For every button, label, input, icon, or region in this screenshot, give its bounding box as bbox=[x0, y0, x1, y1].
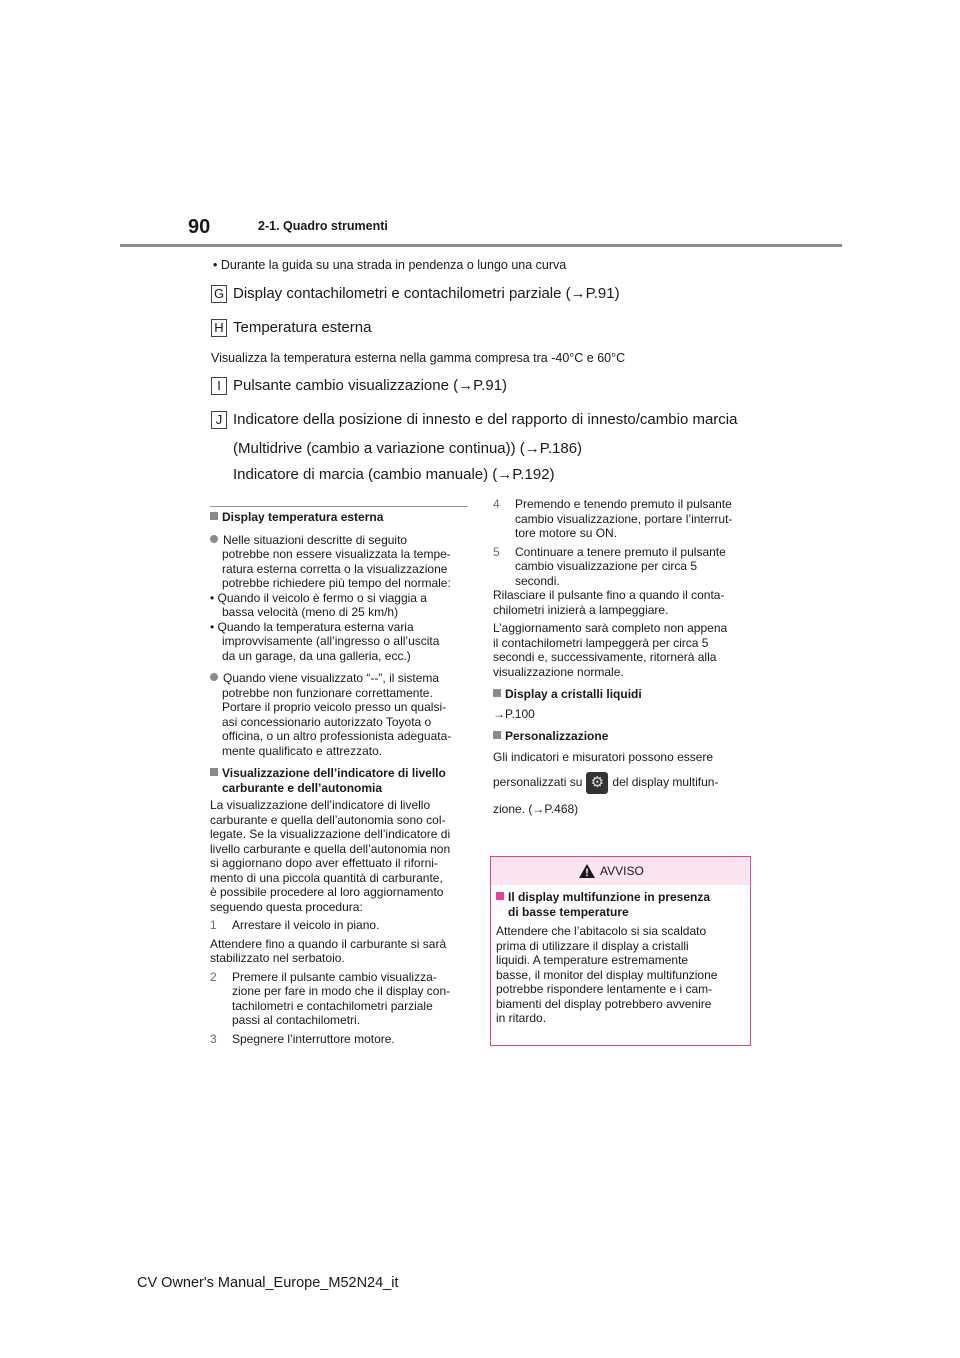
text-line: basse, il monitor del display multifunzione bbox=[496, 967, 718, 982]
text-line: Attendere fino a quando il carburante si sarà bbox=[210, 936, 447, 951]
step-3: 3 Spegnere l’interruttore motore. bbox=[210, 1031, 395, 1046]
text-line: in ritardo. bbox=[496, 1011, 547, 1025]
sub-bullet: • Quando la temperatura esterna varia bbox=[210, 619, 414, 634]
text-line: da un garage, da una galleria, ecc.) bbox=[222, 648, 411, 663]
letter-g: G bbox=[211, 285, 227, 303]
text-line: è possibile procedere al loro aggiornamento bbox=[210, 885, 444, 899]
text-line: secondi. bbox=[515, 573, 560, 588]
text-line: Gli indicatori e misuratori possono essere bbox=[493, 749, 714, 764]
text-line: visualizzazione normale. bbox=[493, 664, 624, 679]
ref-link-p468[interactable]: zione. (→P.468) bbox=[493, 802, 579, 816]
page-number: 90 bbox=[188, 216, 211, 238]
temp-desc: Visualizza la temperatura esterna nella gamma compresa tra -40°C e 60°C bbox=[211, 351, 626, 365]
warning-title: AVVISO bbox=[600, 864, 644, 878]
warning-header bbox=[491, 857, 749, 885]
item-j-line3: Indicatore di marcia (cambio manuale) (→P.192) bbox=[233, 466, 555, 483]
text-line: carburante e quella dell’autonomia sono col- bbox=[210, 812, 446, 827]
right-column bbox=[493, 497, 755, 817]
text-line: mento di una piccola quantità di carburante, bbox=[210, 870, 443, 885]
heading-custom: Personalizzazione bbox=[493, 729, 755, 744]
square-bullet-icon bbox=[210, 512, 218, 520]
text-line: ratura esterna corretta o la visualizzazione bbox=[222, 561, 448, 576]
text-line: tore motore su ON. bbox=[515, 526, 618, 540]
text-line: cambio visualizzazione, portare l’interrut- bbox=[515, 511, 733, 526]
dot-bullet-icon bbox=[210, 535, 218, 543]
custom-line: personalizzati su ⚙ del display multifun- bbox=[493, 772, 755, 794]
header-rule bbox=[120, 244, 842, 247]
ref-link-p100[interactable]: →P.100 bbox=[493, 706, 535, 721]
text-line: si aggiornano dopo aver effettuato il riforni- bbox=[210, 856, 438, 870]
text-line: Portare il proprio veicolo presso un qualsi- bbox=[222, 700, 447, 714]
item-g-text: Display contachilometri e contachilometri parziale (→P.91) bbox=[233, 285, 620, 302]
text-line: tachilometri e contachilometri parziale bbox=[232, 998, 433, 1013]
text-line: potrebbe non essere visualizzata la tempe- bbox=[222, 547, 451, 561]
footer-text: CV Owner's Manual_Europe_M52N24_it bbox=[137, 1275, 399, 1291]
item-h bbox=[211, 318, 371, 338]
item-g bbox=[211, 284, 620, 304]
text-line: cambio visualizzazione per circa 5 bbox=[515, 559, 698, 573]
item-j-text: Indicatore della posizione di innesto e del rapporto di innesto/cambio marcia bbox=[233, 411, 738, 428]
text-line: Rilasciare il pulsante fino a quando il conta- bbox=[493, 588, 725, 602]
step-2: 2 Premere il pulsante cambio visualizza- bbox=[210, 969, 437, 984]
dot-item-2: Quando viene visualizzato “--”, il sistema bbox=[210, 671, 472, 686]
letter-i: I bbox=[211, 377, 227, 395]
dot-item-1: Nelle situazioni descritte di seguito bbox=[210, 533, 472, 548]
item-i bbox=[211, 376, 507, 396]
dot-bullet-icon bbox=[210, 673, 218, 681]
column-rule bbox=[210, 506, 468, 507]
text-line: improvvisamente (all’ingresso o all’uscita bbox=[222, 634, 440, 648]
warning-heading: Il display multifunzione in presenza bbox=[496, 890, 746, 905]
text-line: stabilizzato nel serbatoio. bbox=[210, 951, 345, 965]
text-line: L’aggiornamento sarà completo non appena bbox=[493, 621, 728, 635]
text-line: potrebbe richiedere più tempo del normale: bbox=[222, 576, 451, 590]
letter-h: H bbox=[211, 319, 227, 337]
step-4: 4 Premendo e tenendo premuto il pulsante bbox=[493, 497, 732, 511]
text-line: prima di utilizzare il display a cristalli bbox=[496, 938, 689, 953]
text-line: zione per fare in modo che il display con- bbox=[232, 984, 451, 998]
warning-content bbox=[496, 890, 746, 1026]
text-line: officina, o un altro professionista adeguata- bbox=[222, 729, 452, 743]
text-line: seguendo questa procedura: bbox=[210, 899, 363, 914]
letter-j: J bbox=[211, 411, 227, 429]
text-line: asi concessionario autorizzato Toyota o bbox=[222, 714, 432, 729]
text-line: passi al contachilometri. bbox=[232, 1013, 361, 1027]
item-i-text: Pulsante cambio visualizzazione (→P.91) bbox=[233, 377, 508, 394]
text-line: chilometri inizierà a lampeggiare. bbox=[493, 602, 669, 617]
heading-temp: Display temperatura esterna bbox=[210, 510, 472, 525]
sub-bullet: • Quando il veicolo è fermo o si viaggia a bbox=[210, 590, 427, 605]
heading-lcd: Display a cristalli liquidi bbox=[493, 687, 755, 702]
item-h-text: Temperatura esterna bbox=[233, 319, 372, 336]
heading-line: carburante e dell’autonomia bbox=[222, 780, 383, 795]
text-line: potrebbe non funzionare correttamente. bbox=[222, 685, 433, 700]
square-bullet-icon bbox=[496, 892, 504, 900]
text-line: legate. Se la visualizzazione dell’indicatore di bbox=[210, 827, 451, 841]
step-1: 1 Arrestare il veicolo in piano. bbox=[210, 918, 380, 932]
text-line: La visualizzazione dell’indicatore di livello bbox=[210, 798, 431, 812]
item-j-line2: (Multidrive (cambio a variazione continua)) (→P.186) bbox=[233, 440, 583, 457]
left-column bbox=[210, 510, 472, 1046]
warning-triangle-icon bbox=[579, 864, 595, 878]
text-line: biamenti del display potrebbero avvenire bbox=[496, 996, 712, 1011]
heading-fuel: Visualizzazione dell’indicatore di livello bbox=[210, 766, 472, 781]
text-line: secondi e, successivamente, ritornerà alla bbox=[493, 650, 717, 664]
item-j bbox=[211, 410, 737, 430]
text-line: potrebbe rispondere lentamente e i cam- bbox=[496, 982, 713, 996]
bullet-line: • Durante la guida su una strada in pendenza o lungo una curva bbox=[213, 258, 567, 272]
text-line: livello carburante e quella dell’autonomia non bbox=[210, 841, 451, 856]
section-title: 2-1. Quadro strumenti bbox=[258, 219, 388, 233]
text-line: il contachilometri lampeggerà per circa 5 bbox=[493, 635, 709, 650]
square-bullet-icon bbox=[210, 768, 218, 776]
square-bullet-icon bbox=[493, 731, 501, 739]
text-line: Attendere che l’abitacolo si sia scaldato bbox=[496, 924, 707, 938]
step-5: 5 Continuare a tenere premuto il pulsante bbox=[493, 544, 726, 559]
text-line: liquidi. A temperature estremamente bbox=[496, 953, 689, 967]
square-bullet-icon bbox=[493, 689, 501, 697]
text-line: bassa velocità (meno di 25 km/h) bbox=[222, 605, 399, 619]
text-line: mente qualificato e attrezzato. bbox=[222, 743, 383, 758]
heading-line: di basse temperature bbox=[508, 904, 629, 919]
gear-icon: ⚙ bbox=[586, 772, 608, 794]
